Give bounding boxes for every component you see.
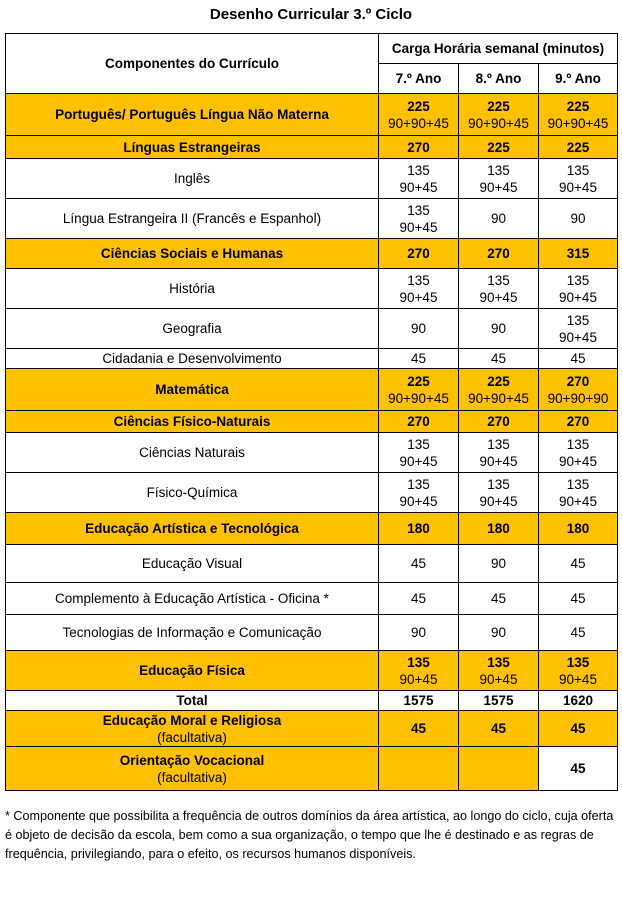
component-name: Educação Física (139, 663, 245, 678)
hours-cell (459, 411, 539, 433)
header-row (6, 34, 618, 64)
component-name: Ciências Sociais e Humanas (100, 246, 284, 261)
hours-breakdown: 90+45 (559, 179, 597, 195)
hours-breakdown: 90+45 (399, 671, 438, 687)
hours-total: 90 (490, 211, 507, 226)
component-row (6, 747, 618, 791)
component-label (6, 136, 379, 159)
hours-cell (459, 239, 539, 269)
year-header-7: 7.º Ano (379, 64, 459, 94)
component-label (6, 691, 379, 711)
hours-total: 135 (566, 654, 590, 670)
component-name: Educação Visual (141, 556, 243, 571)
hours-cell (379, 583, 459, 615)
hours-cell (539, 239, 618, 269)
hours-breakdown: 90+45 (479, 289, 518, 305)
hours-cell (539, 199, 618, 239)
hours-cell (379, 411, 459, 433)
component-name: Educação Artística e Tecnológica (85, 521, 299, 536)
hours-cell (379, 433, 459, 473)
hours-cell (539, 583, 618, 615)
hours-total: 135 (566, 476, 590, 492)
hours-total: 135 (407, 654, 430, 670)
component-name: Educação Moral e Religiosa (102, 712, 282, 728)
subcomponent-row (6, 473, 618, 513)
hours-cell (539, 615, 618, 651)
hours-breakdown: 90+45 (479, 493, 518, 509)
hours-cell (459, 747, 539, 791)
hours-cell (459, 545, 539, 583)
hours-breakdown: 90+45 (399, 179, 438, 195)
hours-total: 45 (410, 591, 427, 606)
component-label (6, 513, 379, 545)
hours-total: 90 (490, 321, 507, 336)
hours-total: 225 (566, 139, 590, 155)
hours-total: 180 (566, 521, 590, 536)
hours-cell (539, 711, 618, 747)
hours-cell (379, 159, 459, 199)
hours-breakdown: 90+45 (479, 671, 518, 687)
hours-breakdown: 90+90+45 (388, 390, 449, 406)
hours-total: 225 (566, 98, 590, 114)
hours-total: 45 (410, 556, 427, 571)
hours-cell (379, 269, 459, 309)
hours-breakdown: 90+90+45 (468, 115, 529, 131)
component-label (6, 711, 379, 747)
component-sublabel: (facultativa) (157, 729, 227, 745)
hours-cell (379, 473, 459, 513)
hours-cell (539, 651, 618, 691)
hours-cell (459, 159, 539, 199)
hours-cell (459, 513, 539, 545)
hours-cell (539, 433, 618, 473)
subcomponent-row (6, 691, 618, 711)
component-label (6, 747, 379, 791)
hours-breakdown: 90+45 (559, 329, 597, 345)
hours-cell (539, 513, 618, 545)
hours-cell (459, 473, 539, 513)
hours-total: 45 (570, 556, 586, 571)
hours-cell (539, 349, 618, 369)
hours-cell (379, 691, 459, 711)
hours-total: 135 (487, 654, 510, 670)
hours-cell (379, 651, 459, 691)
hours-total: 135 (487, 272, 510, 288)
hours-cell (459, 433, 539, 473)
page-title: Desenho Curricular 3.º Ciclo (209, 6, 413, 23)
component-label (6, 615, 379, 651)
component-name: Tecnologias de Informação e Comunicação (62, 625, 322, 640)
hours-cell (379, 615, 459, 651)
hours-breakdown: 90+45 (399, 493, 438, 509)
hours-cell (459, 583, 539, 615)
hours-total: 1575 (403, 693, 434, 708)
hours-total: 45 (570, 721, 586, 736)
hours-total: 270 (487, 414, 510, 429)
hours-cell (539, 545, 618, 583)
hours-total: 180 (487, 521, 510, 536)
hours-breakdown: 90+90+45 (388, 115, 449, 131)
hours-total: 90 (410, 321, 427, 336)
hours-total: 45 (570, 625, 586, 640)
component-name: Língua Estrangeira II (Francês e Espanhol) (62, 211, 322, 226)
component-name: Línguas Estrangeiras (123, 139, 261, 155)
footnote: * Componente que possibilita a frequência de outros domínios da área artística, ao longo do ciclo, cuja oferta é objeto de decisão da escola, bem como a sua organização, o tempo que lhe é destinado e as regras de frequência, privilegiando, para o efeito, os recursos humanos disponíveis. (5, 809, 614, 861)
hours-total: 135 (407, 162, 430, 178)
component-name: Físico-Química (146, 485, 238, 500)
hours-cell (459, 199, 539, 239)
hours-cell (379, 239, 459, 269)
components-header: Componentes do Currículo (6, 34, 379, 94)
hours-breakdown: 90+45 (479, 179, 518, 195)
component-row (6, 513, 618, 545)
hours-cell (379, 199, 459, 239)
component-name: Complemento à Educação Artística - Oficina * (55, 591, 329, 606)
component-name: Orientação Vocacional (119, 752, 265, 768)
hours-breakdown: 90+45 (399, 453, 438, 469)
hours-total: 270 (566, 414, 590, 429)
component-name: Total (176, 693, 208, 708)
hours-cell (379, 747, 459, 791)
hours-cell (379, 369, 459, 411)
hours-total: 135 (566, 272, 590, 288)
component-label (6, 651, 379, 691)
hours-total: 135 (407, 272, 430, 288)
hours-cell (459, 691, 539, 711)
hours-total: 270 (566, 373, 590, 389)
component-label (6, 309, 379, 349)
hours-total: 270 (407, 414, 430, 429)
hours-total: 45 (410, 351, 427, 366)
hours-total: 90 (490, 625, 507, 640)
hours-cell (539, 136, 618, 159)
hours-cell (539, 691, 618, 711)
component-name: Português/ Português Língua Não Materna (55, 107, 329, 122)
component-label (6, 545, 379, 583)
component-label (6, 269, 379, 309)
hours-total: 135 (566, 162, 590, 178)
component-row (6, 94, 618, 136)
hours-breakdown: 90+90+90 (547, 390, 609, 406)
hours-total: 180 (407, 521, 430, 536)
component-name: Inglês (173, 171, 211, 186)
hours-cell (539, 473, 618, 513)
hours-cell (539, 747, 618, 791)
hours-cell (379, 513, 459, 545)
subcomponent-row (6, 545, 618, 583)
component-name: História (169, 281, 215, 296)
hours-total: 90 (490, 556, 507, 571)
hours-breakdown: 90+45 (559, 453, 597, 469)
hours-total: 315 (566, 246, 590, 261)
hours-cell (539, 159, 618, 199)
component-label (6, 583, 379, 615)
hours-breakdown: 90+45 (399, 219, 438, 235)
hours-total: 45 (570, 351, 586, 366)
hours-cell (459, 369, 539, 411)
hours-total: 225 (407, 98, 430, 114)
curriculum-table (5, 33, 618, 791)
hours-cell (459, 711, 539, 747)
subcomponent-row (6, 583, 618, 615)
hours-total: 135 (487, 436, 510, 452)
hours-cell (379, 349, 459, 369)
hours-breakdown: 90+45 (559, 671, 597, 687)
component-sublabel: (facultativa) (157, 769, 227, 785)
hours-total: 45 (490, 721, 507, 736)
subcomponent-row (6, 615, 618, 651)
hours-total: 90 (570, 211, 586, 226)
hours-total: 1575 (483, 693, 514, 708)
hours-total: 135 (407, 202, 430, 218)
hours-cell (379, 711, 459, 747)
hours-total: 45 (570, 591, 586, 606)
component-name: Ciências Naturais (139, 445, 245, 460)
hours-cell (459, 615, 539, 651)
hours-cell (539, 269, 618, 309)
hours-total: 135 (566, 312, 590, 328)
hours-breakdown: 90+45 (479, 453, 518, 469)
hours-cell (379, 309, 459, 349)
hours-total: 225 (487, 373, 510, 389)
subcomponent-row (6, 349, 618, 369)
hours-cell (459, 349, 539, 369)
hours-cell (459, 651, 539, 691)
hours-total: 135 (487, 162, 510, 178)
component-name: Matemática (155, 382, 229, 397)
hours-breakdown: 90+90+45 (547, 115, 609, 131)
component-label (6, 411, 379, 433)
hours-total: 135 (407, 476, 430, 492)
hours-breakdown: 90+45 (559, 289, 597, 305)
component-name: Geografia (162, 321, 222, 336)
hours-cell (459, 309, 539, 349)
hours-cell (539, 411, 618, 433)
hours-total: 45 (570, 761, 586, 776)
hours-total: 1620 (562, 693, 594, 708)
hours-cell (539, 94, 618, 136)
hours-total: 45 (490, 591, 507, 606)
hours-total: 135 (566, 436, 590, 452)
component-name: Cidadania e Desenvolvimento (102, 351, 282, 366)
component-row (6, 136, 618, 159)
component-label (6, 199, 379, 239)
component-row (6, 411, 618, 433)
hours-breakdown: 90+45 (399, 289, 438, 305)
component-label (6, 369, 379, 411)
hours-breakdown: 90+45 (559, 493, 597, 509)
component-row (6, 651, 618, 691)
hours-total: 270 (407, 139, 430, 155)
hours-total: 270 (407, 246, 430, 261)
year-header-9: 9.º Ano (539, 64, 618, 94)
component-name: Ciências Físico-Naturais (113, 414, 271, 429)
hours-total: 225 (487, 139, 510, 155)
component-label (6, 349, 379, 369)
hours-total: 270 (487, 246, 510, 261)
subcomponent-row (6, 159, 618, 199)
component-label (6, 94, 379, 136)
hours-cell (459, 136, 539, 159)
component-label (6, 239, 379, 269)
hours-total: 225 (407, 373, 430, 389)
component-row (6, 711, 618, 747)
component-label (6, 433, 379, 473)
hours-cell (379, 545, 459, 583)
hours-cell (379, 94, 459, 136)
subcomponent-row (6, 433, 618, 473)
hours-breakdown: 90+90+45 (468, 390, 529, 406)
hours-total: 135 (487, 476, 510, 492)
hours-cell (539, 309, 618, 349)
hours-total: 45 (490, 351, 507, 366)
year-header-8: 8.º Ano (459, 64, 539, 94)
component-row (6, 239, 618, 269)
subcomponent-row (6, 309, 618, 349)
hours-total: 90 (410, 625, 427, 640)
load-header: Carga Horária semanal (minutos) (379, 34, 618, 64)
component-label (6, 473, 379, 513)
hours-cell (539, 369, 618, 411)
component-row (6, 369, 618, 411)
hours-total: 45 (410, 721, 427, 736)
hours-cell (459, 94, 539, 136)
hours-total: 225 (487, 98, 510, 114)
subcomponent-row (6, 199, 618, 239)
subcomponent-row (6, 269, 618, 309)
hours-cell (459, 269, 539, 309)
component-label (6, 159, 379, 199)
hours-total: 135 (407, 436, 430, 452)
hours-cell (379, 136, 459, 159)
